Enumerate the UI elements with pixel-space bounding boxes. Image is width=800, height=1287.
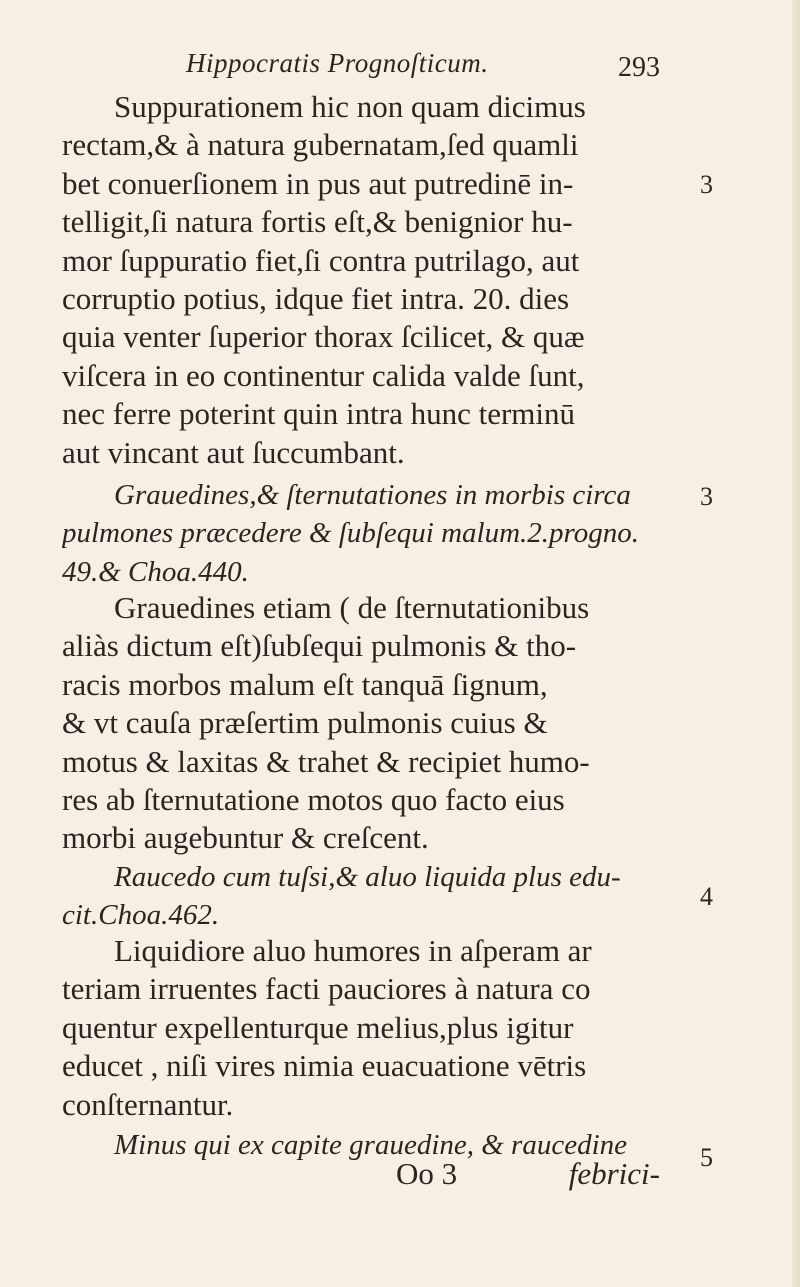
page-footer bbox=[370, 1156, 660, 1196]
text-line: telligit,ſi natura fortis eſt,& benignior hu- bbox=[62, 204, 573, 240]
text-line: Liquidiore aluo humores in aſperam ar bbox=[114, 933, 592, 968]
margin-line-number: 3 bbox=[700, 482, 713, 511]
paragraph-1 bbox=[62, 88, 660, 472]
text-line: Grauedines etiam ( de ſternutationibus bbox=[114, 590, 590, 625]
catchword: febrici- bbox=[568, 1156, 660, 1191]
running-title: Hippocratis Prognoſticum. bbox=[186, 48, 489, 78]
heading-line: Grauedines,& ſternutationes in morbis circa bbox=[114, 479, 631, 511]
text-line: rectam,& à natura gubernatam,ſed quamli bbox=[62, 127, 579, 163]
heading-line: cit.Choa.462. bbox=[62, 899, 220, 932]
text-line: Suppurationem hic non quam dicimus bbox=[114, 89, 586, 124]
margin-line-number: 3 bbox=[700, 170, 713, 199]
text-line: nec ferre poterint quin intra hunc terminū bbox=[62, 396, 576, 432]
text-line: aut vincant aut ſuccumbant. bbox=[62, 434, 405, 470]
page-number: 293 bbox=[618, 52, 660, 83]
text-line: quia venter ſuperior thorax ſcilicet, & quæ bbox=[62, 319, 585, 355]
text-line: mor ſuppuratio fiet,ſi contra putrilago, aut bbox=[62, 242, 580, 278]
text-line: conſternantur. bbox=[62, 1086, 234, 1122]
signature-mark: Oo 3 bbox=[396, 1156, 458, 1191]
page-edge bbox=[792, 0, 800, 1287]
text-line: teriam irruentes facti pauciores à natura co bbox=[62, 971, 591, 1007]
text-line: res ab ſternutatione motos quo facto eius bbox=[62, 781, 565, 817]
heading-1 bbox=[62, 476, 660, 591]
heading-line: pulmones præcedere & ſubſequi malum.2.progno. bbox=[62, 517, 639, 550]
heading-line: 49.& Choa.440. bbox=[62, 555, 249, 588]
page-header bbox=[186, 48, 660, 88]
text-line: quentur expellenturque melius,plus igitur bbox=[62, 1009, 574, 1045]
text-line: aliàs dictum eſt)ſubſequi pulmonis & tho- bbox=[62, 628, 577, 664]
heading-line: Raucedo cum tuſsi,& aluo liquida plus edu- bbox=[114, 861, 621, 893]
text-line: racis morbos malum eſt tanquā ſignum, bbox=[62, 666, 548, 702]
text-line: educet , niſi vires nimia euacuatione vētris bbox=[62, 1048, 587, 1084]
text-line: corruptio potius, idque fiet intra. 20. dies bbox=[62, 280, 570, 316]
text-line: morbi augebuntur & creſcent. bbox=[62, 820, 429, 856]
text-line: & vt cauſa præſertim pulmonis cuius & bbox=[62, 705, 548, 741]
text-line: viſcera in eo continentur calida valde ſunt, bbox=[62, 357, 585, 393]
text-line: motus & laxitas & trahet & recipiet humo- bbox=[62, 743, 590, 779]
margin-line-number: 4 bbox=[700, 882, 713, 911]
heading-line: Minus qui ex capite grauedine, & raucedine bbox=[114, 1129, 628, 1161]
heading-2 bbox=[62, 858, 660, 935]
paragraph-3 bbox=[62, 932, 660, 1124]
paragraph-2 bbox=[62, 589, 660, 858]
text-line: bet conuerſionem in pus aut putredinē in- bbox=[62, 165, 574, 201]
margin-line-number: 5 bbox=[700, 1143, 713, 1172]
